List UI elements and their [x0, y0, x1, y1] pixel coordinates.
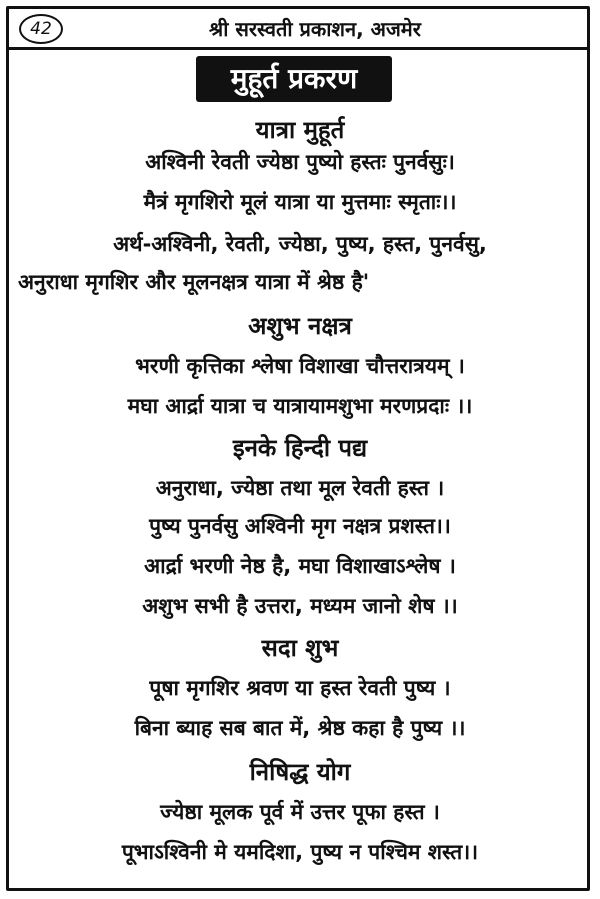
hindi-padya-line-2: पुष्य पुनर्वसु अश्विनी मृग नक्षत्र प्रशस्त।।	[149, 514, 451, 538]
ashubh-shloka-1: भरणी कृत्तिका श्लेषा विशाखा चौत्तरात्रयम् ।	[135, 354, 465, 378]
nishiddh-yog-heading: निषिद्ध योग	[249, 758, 351, 786]
sada-shubh-line-1: पूषा मृगशिर श्रवण या हस्त रेवती पुष्य ।	[149, 676, 451, 700]
hindi-padya-heading: इनके हिन्दी पद्य	[232, 434, 368, 462]
sada-shubh-heading: सदा शुभ	[261, 634, 339, 662]
nishiddh-yog-line-1: ज्येष्ठा मूलक पूर्व में उत्तर पूफा हस्त ।	[160, 800, 440, 824]
section-title: मुहूर्त प्रकरण	[196, 56, 392, 102]
publisher-header: श्री सरस्वती प्रकाशन, अजमेर	[209, 17, 421, 41]
page-number: 42	[19, 14, 63, 44]
yatra-heading: यात्रा मुहूर्त	[255, 116, 345, 144]
sada-shubh-line-2: बिना ब्याह सब बात में, श्रेष्ठ कहा है पुष्य ।।	[134, 716, 466, 740]
ashubh-shloka-2: मघा आर्द्रा यात्रा च यात्रायामशुभा मरणप्रदाः ।।	[127, 394, 473, 418]
yatra-shloka-2: मैत्रं मृगशिरो मूलं यात्रा या मुत्तमाः स्मृताः।।	[143, 190, 457, 214]
hindi-padya-line-1: अनुराधा, ज्येष्ठा तथा मूल रेवती हस्त ।	[155, 476, 445, 500]
yatra-meaning-1: अर्थ-अश्विनी, रेवती, ज्येष्ठा, पुष्य, हस्त, पुनर्वसु,	[113, 232, 487, 256]
yatra-shloka-1: अश्विनी रेवती ज्येष्ठा पुष्यो हस्तः पुनर्वसुः।	[145, 150, 455, 174]
hindi-padya-line-4: अशुभ सभी है उत्तरा, मध्यम जानो शेष ।।	[142, 594, 458, 618]
hindi-padya-line-3: आर्द्रा भरणी नेष्ठ है, मघा विशाखाऽश्लेष ।	[144, 554, 456, 578]
yatra-meaning-2: अनुराधा मृगशिर और मूलनक्षत्र यात्रा में श्रेष्ठ है'	[18, 270, 370, 294]
nishiddh-yog-line-2: पूभाऽश्विनी मे यमदिशा, पुष्य न पश्चिम शस्त।।	[121, 840, 479, 864]
header-rule	[6, 47, 590, 50]
ashubh-heading: अशुभ नक्षत्र	[248, 312, 352, 340]
